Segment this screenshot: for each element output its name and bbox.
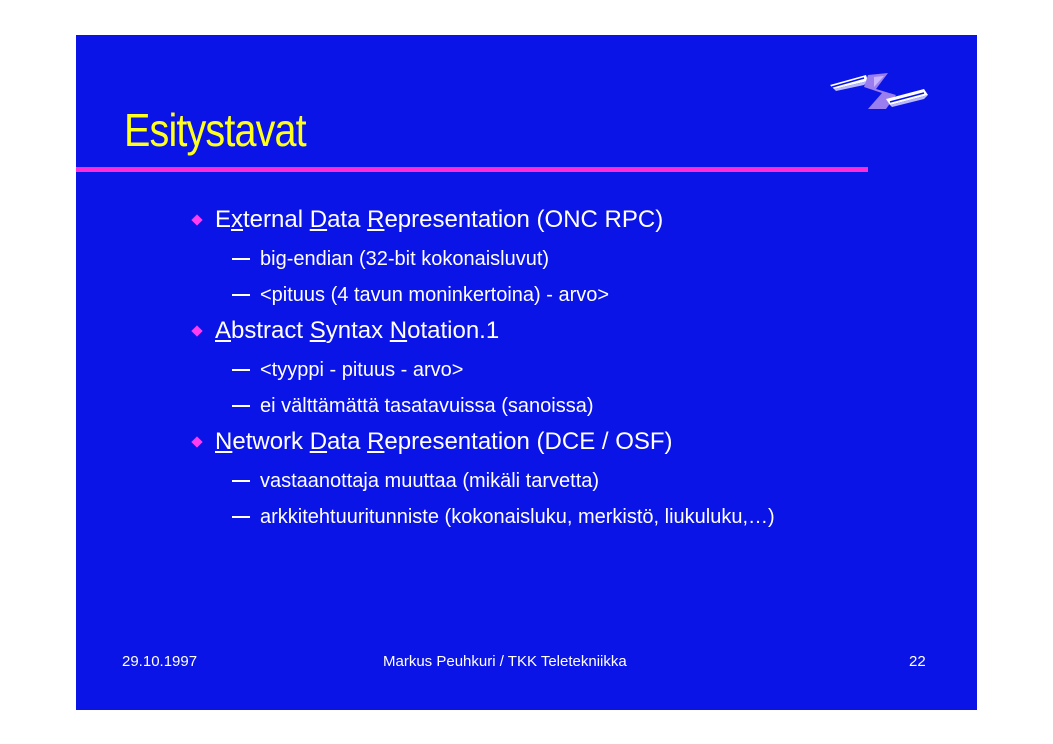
sub-item [232, 282, 609, 308]
dash-icon [232, 369, 250, 371]
sub-item [232, 504, 775, 530]
footer-page-number: 22 [909, 653, 926, 670]
bullet-item-ndr [188, 427, 673, 457]
sub-item-text: <tyyppi - pituus - arvo> [260, 358, 464, 381]
dash-icon [232, 480, 250, 482]
sub-item-text: arkkitehtuuritunniste (kokonaisluku, merkistö, liukuluku,…) [260, 505, 775, 528]
footer-date: 29.10.1997 [122, 653, 198, 670]
diamond-bullet-icon [191, 436, 202, 447]
dash-icon [232, 294, 250, 296]
slide [76, 35, 977, 710]
diamond-bullet-icon [191, 214, 202, 225]
sub-item [232, 468, 599, 494]
sub-item-text: <pituus (4 tavun moninkertoina) - arvo> [260, 283, 610, 306]
bullet-text: External Data Representation (ONC RPC) [215, 206, 664, 233]
sub-item [232, 246, 549, 272]
bullet-text: Network Data Representation (DCE / OSF) [215, 428, 673, 455]
sub-item [232, 357, 463, 383]
dash-icon [232, 405, 250, 407]
title-divider [76, 167, 868, 172]
dash-icon [232, 258, 250, 260]
footer-author: Markus Peuhkuri / TKK Teletekniikka [383, 653, 627, 670]
bullet-text: Abstract Syntax Notation.1 [215, 317, 500, 344]
sub-item-text: vastaanottaja muuttaa (mikäli tarvetta) [260, 469, 600, 492]
bullet-item-asn1 [188, 316, 499, 346]
sub-item-text: ei välttämättä tasatavuissa (sanoissa) [260, 394, 594, 417]
dash-icon [232, 516, 250, 518]
sub-item [232, 393, 594, 419]
slide-title: Esitystavat [124, 104, 306, 156]
sub-item-text: big-endian (32-bit kokonaisluvut) [260, 247, 550, 270]
hut-logo-icon [824, 65, 944, 115]
bullet-item-xdr [188, 205, 663, 235]
diamond-bullet-icon [191, 325, 202, 336]
